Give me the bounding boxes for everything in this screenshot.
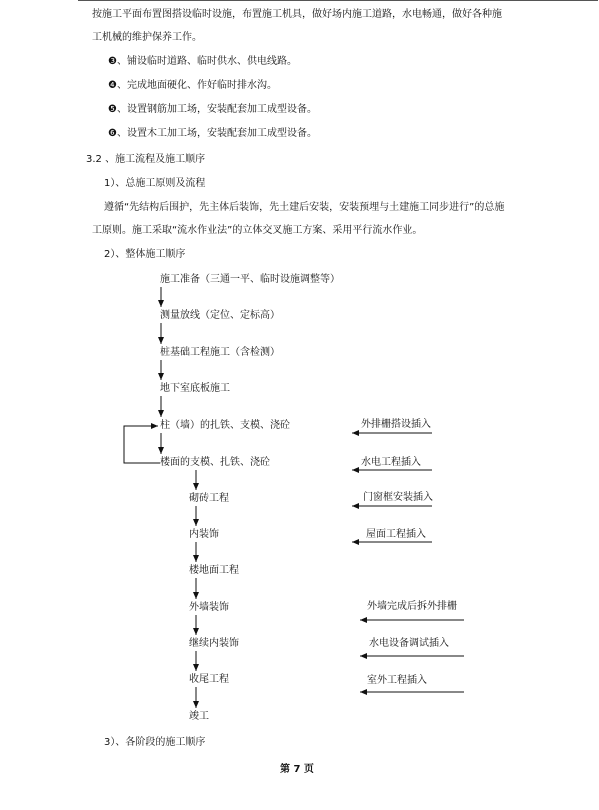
bullet-item [108,127,317,141]
flow-step: 地下室底板施工 [160,383,230,394]
bullet-text: 、完成地面硬化、作好临时排水沟。 [116,80,277,91]
page-number: 第 7 页 [280,764,314,775]
flow-step: 楼地面工程 [189,565,239,576]
intro-line-1: 按施工平面布置图搭设临时设施，布置施工机具，做好场内施工道路，水电畅通，做好各种施 [92,9,502,20]
flow-step: 竣工 [189,711,209,722]
bullet-number-icon: ❹ [108,80,117,91]
bullet-text: 、设置木工加工场，安装配套加工成型设备。 [116,128,317,139]
insert-label: 外墙完成后拆外排栅 [367,601,457,612]
bullet-text: 、铺设临时道路、临时供水、供电线路。 [116,56,297,67]
insert-label: 水电工程插入 [361,457,421,468]
flow-step: 施工准备（三通一平、临时设施调整等） [160,274,340,285]
flow-step: 测量放线（定位、定标高） [160,310,280,321]
flow-step: 外墙装饰 [189,602,229,613]
flow-step: 砌砖工程 [189,493,229,504]
flow-step: 收尾工程 [189,674,229,685]
flow-step: 柱（墙）的扎铁、支模、浇砼 [160,420,290,431]
bullet-number-icon: ❻ [108,128,117,139]
bullet-item [108,79,277,93]
principle-line-2: 工原则。施工采取“流水作业法”的立体交叉施工方案、采用平行流水作业。 [92,225,423,236]
insert-label: 屋面工程插入 [366,529,426,540]
bullet-text: 、设置钢筋加工场，安装配套加工成型设备。 [116,104,317,115]
bullet-item [108,103,317,117]
section-heading: 3.2 、施工流程及施工顺序 [86,154,206,165]
bullet-item [108,55,297,69]
insert-label: 室外工程插入 [367,675,427,686]
intro-line-2: 工机械的维护保养工作。 [92,32,202,43]
bullet-number-icon: ❺ [108,104,117,115]
header-rule [78,0,598,1]
flow-step: 楼面的支模、扎铁、浇砼 [160,457,270,468]
flow-step: 桩基础工程施工（含检测） [160,347,280,358]
bullet-number-icon: ❸ [108,56,117,67]
subsection-heading-3: 3）、各阶段的施工顺序 [104,737,206,748]
flow-step: 内装饰 [189,529,219,540]
insert-label: 门窗框安装插入 [363,492,433,503]
loop-arrow [124,426,160,463]
principle-line-1: 遵循“先结构后围护，先主体后装饰，先土建后安装，安装预埋与土建施工同步进行”的总施 [104,202,505,213]
insert-label: 外排栅搭设插入 [361,419,431,430]
insert-label: 水电设备调试插入 [369,638,449,649]
subsection-heading-1: 1）、总施工原则及流程 [104,178,206,189]
subsection-heading-2: 2）、整体施工顺序 [104,249,186,260]
flow-step: 继续内装饰 [189,638,239,649]
